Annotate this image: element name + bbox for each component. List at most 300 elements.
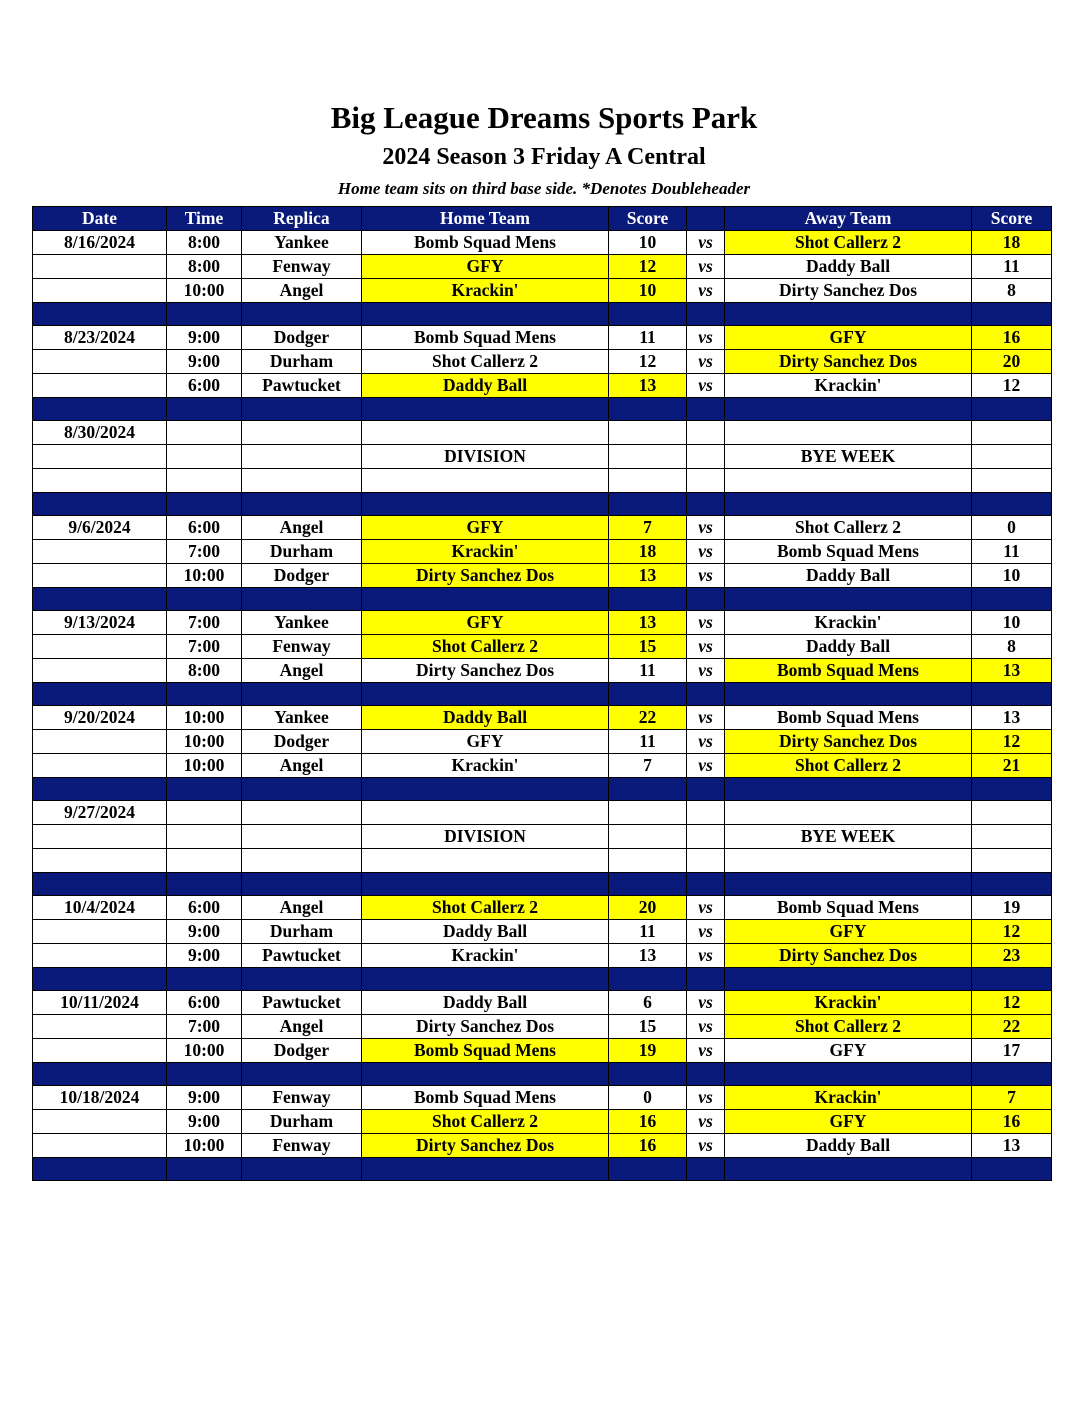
separator-cell xyxy=(242,1158,362,1181)
away-team-cell: Shot Callerz 2 xyxy=(725,516,972,540)
date-cell: 10/11/2024 xyxy=(33,991,167,1015)
time-cell: 8:00 xyxy=(167,231,242,255)
home-team-cell: Krackin' xyxy=(362,944,609,968)
game-row xyxy=(33,754,1052,778)
col-header-vs xyxy=(687,207,725,231)
home-score-cell: 0 xyxy=(609,1086,687,1110)
home-score-cell: 12 xyxy=(609,350,687,374)
game-row xyxy=(33,564,1052,588)
separator-cell xyxy=(242,398,362,421)
home-score-cell xyxy=(609,445,687,469)
away-team-cell: Daddy Ball xyxy=(725,1134,972,1158)
separator-cell xyxy=(609,683,687,706)
date-cell xyxy=(33,564,167,588)
separator-cell xyxy=(362,968,609,991)
separator-cell xyxy=(33,493,167,516)
home-team-cell: DIVISION xyxy=(362,825,609,849)
vs-cell: vs xyxy=(687,255,725,279)
date-cell xyxy=(33,469,167,493)
home-team-cell: GFY xyxy=(362,611,609,635)
away-team-cell: GFY xyxy=(725,920,972,944)
vs-cell: vs xyxy=(687,279,725,303)
date-cell xyxy=(33,1110,167,1134)
game-row xyxy=(33,659,1052,683)
col-header-time: Time xyxy=(167,207,242,231)
home-score-cell: 15 xyxy=(609,635,687,659)
replica-cell: Yankee xyxy=(242,706,362,730)
separator-cell xyxy=(242,968,362,991)
replica-cell: Fenway xyxy=(242,635,362,659)
separator-cell xyxy=(687,1158,725,1181)
home-score-cell xyxy=(609,801,687,825)
away-score-cell: 17 xyxy=(972,1039,1052,1063)
separator-row xyxy=(33,493,1052,516)
away-team-cell: Bomb Squad Mens xyxy=(725,659,972,683)
separator-cell xyxy=(242,588,362,611)
separator-cell xyxy=(33,1158,167,1181)
separator-row xyxy=(33,1158,1052,1181)
home-team-cell: Krackin' xyxy=(362,279,609,303)
page-title: Big League Dreams Sports Park xyxy=(330,100,758,135)
time-cell: 6:00 xyxy=(167,516,242,540)
date-cell: 8/23/2024 xyxy=(33,326,167,350)
away-score-cell: 19 xyxy=(972,896,1052,920)
separator-cell xyxy=(362,683,609,706)
replica-cell: Pawtucket xyxy=(242,991,362,1015)
replica-cell: Yankee xyxy=(242,231,362,255)
home-team-cell: Dirty Sanchez Dos xyxy=(362,1015,609,1039)
separator-cell xyxy=(167,968,242,991)
separator-cell xyxy=(725,1063,972,1086)
separator-cell xyxy=(972,778,1052,801)
date-cell: 10/18/2024 xyxy=(33,1086,167,1110)
game-row xyxy=(33,1086,1052,1110)
away-score-cell: 0 xyxy=(972,516,1052,540)
away-score-cell xyxy=(972,849,1052,873)
separator-cell xyxy=(362,493,609,516)
replica-cell: Dodger xyxy=(242,730,362,754)
separator-cell xyxy=(972,683,1052,706)
away-score-cell: 12 xyxy=(972,991,1052,1015)
separator-cell xyxy=(242,1063,362,1086)
separator-cell xyxy=(362,778,609,801)
away-team-cell: GFY xyxy=(725,326,972,350)
separator-cell xyxy=(33,1063,167,1086)
separator-cell xyxy=(362,1063,609,1086)
separator-row xyxy=(33,873,1052,896)
vs-cell xyxy=(687,849,725,873)
away-team-cell: Krackin' xyxy=(725,1086,972,1110)
game-row xyxy=(33,350,1052,374)
date-cell: 10/4/2024 xyxy=(33,896,167,920)
replica-cell: Angel xyxy=(242,516,362,540)
time-cell: 6:00 xyxy=(167,374,242,398)
away-team-cell: Daddy Ball xyxy=(725,255,972,279)
home-score-cell xyxy=(609,849,687,873)
away-team-cell: BYE WEEK xyxy=(725,825,972,849)
away-team-cell: Daddy Ball xyxy=(725,635,972,659)
home-score-cell: 22 xyxy=(609,706,687,730)
replica-cell: Angel xyxy=(242,659,362,683)
separator-cell xyxy=(609,1158,687,1181)
home-score-cell: 7 xyxy=(609,516,687,540)
away-score-cell: 13 xyxy=(972,706,1052,730)
home-team-cell: Dirty Sanchez Dos xyxy=(362,1134,609,1158)
vs-cell: vs xyxy=(687,231,725,255)
vs-cell: vs xyxy=(687,706,725,730)
game-row xyxy=(33,706,1052,730)
away-score-cell: 21 xyxy=(972,754,1052,778)
away-score-cell xyxy=(972,445,1052,469)
game-row xyxy=(33,540,1052,564)
separator-cell xyxy=(33,873,167,896)
separator-cell xyxy=(167,683,242,706)
away-score-cell: 23 xyxy=(972,944,1052,968)
home-score-cell xyxy=(609,825,687,849)
vs-cell: vs xyxy=(687,1086,725,1110)
separator-row xyxy=(33,778,1052,801)
separator-row xyxy=(33,683,1052,706)
date-cell: 9/27/2024 xyxy=(33,801,167,825)
separator-cell xyxy=(167,493,242,516)
game-row xyxy=(33,991,1052,1015)
separator-cell xyxy=(725,873,972,896)
separator-cell xyxy=(609,968,687,991)
separator-cell xyxy=(167,588,242,611)
away-score-cell: 7 xyxy=(972,1086,1052,1110)
vs-cell: vs xyxy=(687,374,725,398)
home-score-cell: 6 xyxy=(609,991,687,1015)
away-score-cell: 12 xyxy=(972,730,1052,754)
away-score-cell xyxy=(972,421,1052,445)
home-team-cell: Bomb Squad Mens xyxy=(362,231,609,255)
col-header-home-score: Score xyxy=(609,207,687,231)
away-score-cell: 8 xyxy=(972,635,1052,659)
schedule-note: Home team sits on third base side. *Denotes Doubleheader xyxy=(337,179,751,198)
time-cell: 10:00 xyxy=(167,1134,242,1158)
game-row xyxy=(33,896,1052,920)
date-cell xyxy=(33,730,167,754)
date-cell: 8/30/2024 xyxy=(33,421,167,445)
vs-cell: vs xyxy=(687,896,725,920)
vs-cell: vs xyxy=(687,540,725,564)
time-cell xyxy=(167,801,242,825)
away-team-cell xyxy=(725,469,972,493)
replica-cell: Durham xyxy=(242,350,362,374)
separator-cell xyxy=(167,873,242,896)
away-score-cell: 16 xyxy=(972,1110,1052,1134)
game-row xyxy=(33,255,1052,279)
separator-cell xyxy=(609,493,687,516)
time-cell xyxy=(167,849,242,873)
vs-cell: vs xyxy=(687,350,725,374)
home-team-cell xyxy=(362,469,609,493)
vs-cell xyxy=(687,801,725,825)
away-team-cell xyxy=(725,801,972,825)
away-score-cell xyxy=(972,469,1052,493)
date-cell xyxy=(33,635,167,659)
home-score-cell: 19 xyxy=(609,1039,687,1063)
time-cell: 10:00 xyxy=(167,706,242,730)
home-team-cell xyxy=(362,421,609,445)
time-cell: 7:00 xyxy=(167,540,242,564)
away-team-cell: Dirty Sanchez Dos xyxy=(725,944,972,968)
away-score-cell: 11 xyxy=(972,255,1052,279)
separator-cell xyxy=(687,683,725,706)
home-score-cell: 20 xyxy=(609,896,687,920)
vs-cell: vs xyxy=(687,1039,725,1063)
date-cell xyxy=(33,445,167,469)
col-header-date: Date xyxy=(33,207,167,231)
date-cell xyxy=(33,1039,167,1063)
home-team-cell: Shot Callerz 2 xyxy=(362,350,609,374)
separator-cell xyxy=(609,778,687,801)
schedule-table xyxy=(32,206,1052,1181)
away-team-cell: Bomb Squad Mens xyxy=(725,706,972,730)
separator-cell xyxy=(972,873,1052,896)
home-team-cell: Krackin' xyxy=(362,540,609,564)
separator-cell xyxy=(362,873,609,896)
separator-cell xyxy=(362,588,609,611)
separator-row xyxy=(33,398,1052,421)
vs-cell: vs xyxy=(687,659,725,683)
home-team-cell: Dirty Sanchez Dos xyxy=(362,564,609,588)
bye-row xyxy=(33,445,1052,469)
separator-cell xyxy=(972,303,1052,326)
vs-cell: vs xyxy=(687,991,725,1015)
home-score-cell: 10 xyxy=(609,279,687,303)
vs-cell xyxy=(687,445,725,469)
away-team-cell: Daddy Ball xyxy=(725,564,972,588)
home-team-cell: Bomb Squad Mens xyxy=(362,326,609,350)
game-row xyxy=(33,1039,1052,1063)
separator-cell xyxy=(609,588,687,611)
separator-cell xyxy=(972,588,1052,611)
game-row xyxy=(33,231,1052,255)
bye-row xyxy=(33,801,1052,825)
date-cell xyxy=(33,1134,167,1158)
home-team-cell: Shot Callerz 2 xyxy=(362,635,609,659)
game-row xyxy=(33,920,1052,944)
game-row xyxy=(33,1110,1052,1134)
time-cell xyxy=(167,469,242,493)
vs-cell: vs xyxy=(687,516,725,540)
away-score-cell: 10 xyxy=(972,611,1052,635)
home-team-cell: Daddy Ball xyxy=(362,920,609,944)
away-score-cell: 20 xyxy=(972,350,1052,374)
separator-cell xyxy=(725,303,972,326)
time-cell: 6:00 xyxy=(167,991,242,1015)
separator-cell xyxy=(33,588,167,611)
game-row xyxy=(33,635,1052,659)
vs-cell: vs xyxy=(687,920,725,944)
schedule-body xyxy=(33,231,1052,1181)
home-team-cell: GFY xyxy=(362,516,609,540)
separator-cell xyxy=(33,398,167,421)
vs-cell: vs xyxy=(687,944,725,968)
separator-cell xyxy=(33,303,167,326)
home-score-cell: 11 xyxy=(609,920,687,944)
separator-cell xyxy=(972,1063,1052,1086)
separator-row xyxy=(33,303,1052,326)
date-cell xyxy=(33,659,167,683)
away-team-cell: Bomb Squad Mens xyxy=(725,896,972,920)
separator-cell xyxy=(687,1063,725,1086)
away-team-cell: Shot Callerz 2 xyxy=(725,754,972,778)
home-team-cell: Daddy Ball xyxy=(362,374,609,398)
date-cell xyxy=(33,1015,167,1039)
time-cell: 9:00 xyxy=(167,944,242,968)
separator-cell xyxy=(687,778,725,801)
time-cell: 10:00 xyxy=(167,730,242,754)
bye-row xyxy=(33,825,1052,849)
away-score-cell: 11 xyxy=(972,540,1052,564)
separator-cell xyxy=(687,588,725,611)
away-team-cell: Bomb Squad Mens xyxy=(725,540,972,564)
game-row xyxy=(33,326,1052,350)
date-cell xyxy=(33,754,167,778)
replica-cell: Durham xyxy=(242,1110,362,1134)
home-score-cell: 11 xyxy=(609,326,687,350)
separator-cell xyxy=(687,398,725,421)
home-team-cell: DIVISION xyxy=(362,445,609,469)
game-row xyxy=(33,730,1052,754)
separator-cell xyxy=(167,778,242,801)
replica-cell: Fenway xyxy=(242,255,362,279)
away-score-cell xyxy=(972,825,1052,849)
replica-cell xyxy=(242,825,362,849)
date-cell xyxy=(33,849,167,873)
time-cell: 9:00 xyxy=(167,1086,242,1110)
time-cell: 8:00 xyxy=(167,255,242,279)
date-cell xyxy=(33,279,167,303)
replica-cell xyxy=(242,421,362,445)
separator-cell xyxy=(609,398,687,421)
col-header-home-team: Home Team xyxy=(362,207,609,231)
home-score-cell: 11 xyxy=(609,730,687,754)
replica-cell xyxy=(242,469,362,493)
home-score-cell: 13 xyxy=(609,564,687,588)
replica-cell xyxy=(242,445,362,469)
away-score-cell: 12 xyxy=(972,374,1052,398)
separator-cell xyxy=(167,1063,242,1086)
separator-row xyxy=(33,1063,1052,1086)
time-cell: 10:00 xyxy=(167,279,242,303)
date-cell xyxy=(33,374,167,398)
time-cell: 9:00 xyxy=(167,326,242,350)
away-team-cell xyxy=(725,849,972,873)
date-cell: 9/20/2024 xyxy=(33,706,167,730)
time-cell xyxy=(167,421,242,445)
vs-cell xyxy=(687,469,725,493)
replica-cell: Angel xyxy=(242,754,362,778)
away-score-cell: 22 xyxy=(972,1015,1052,1039)
time-cell xyxy=(167,445,242,469)
away-team-cell: Dirty Sanchez Dos xyxy=(725,730,972,754)
separator-cell xyxy=(33,683,167,706)
time-cell: 9:00 xyxy=(167,1110,242,1134)
replica-cell: Durham xyxy=(242,920,362,944)
away-team-cell: Krackin' xyxy=(725,374,972,398)
vs-cell: vs xyxy=(687,730,725,754)
away-score-cell: 18 xyxy=(972,231,1052,255)
separator-cell xyxy=(609,873,687,896)
time-cell: 6:00 xyxy=(167,896,242,920)
separator-cell xyxy=(725,493,972,516)
separator-cell xyxy=(725,588,972,611)
replica-cell: Dodger xyxy=(242,326,362,350)
page-subtitle: 2024 Season 3 Friday A Central xyxy=(382,144,706,170)
away-team-cell xyxy=(725,421,972,445)
home-team-cell: Shot Callerz 2 xyxy=(362,896,609,920)
game-row xyxy=(33,516,1052,540)
vs-cell: vs xyxy=(687,564,725,588)
home-score-cell: 13 xyxy=(609,374,687,398)
separator-cell xyxy=(725,968,972,991)
separator-cell xyxy=(687,968,725,991)
game-row xyxy=(33,279,1052,303)
game-row xyxy=(33,944,1052,968)
table-header-row xyxy=(33,207,1052,231)
separator-cell xyxy=(687,493,725,516)
date-cell xyxy=(33,255,167,279)
col-header-away-team: Away Team xyxy=(725,207,972,231)
separator-cell xyxy=(972,493,1052,516)
separator-cell xyxy=(242,303,362,326)
separator-cell xyxy=(167,398,242,421)
game-row xyxy=(33,1015,1052,1039)
vs-cell xyxy=(687,825,725,849)
away-team-cell: Krackin' xyxy=(725,611,972,635)
replica-cell: Angel xyxy=(242,896,362,920)
away-team-cell: BYE WEEK xyxy=(725,445,972,469)
replica-cell: Yankee xyxy=(242,611,362,635)
home-team-cell: Daddy Ball xyxy=(362,706,609,730)
home-team-cell: Daddy Ball xyxy=(362,991,609,1015)
separator-cell xyxy=(609,1063,687,1086)
away-team-cell: Shot Callerz 2 xyxy=(725,1015,972,1039)
separator-cell xyxy=(725,778,972,801)
vs-cell: vs xyxy=(687,611,725,635)
date-cell xyxy=(33,350,167,374)
game-row xyxy=(33,374,1052,398)
home-score-cell: 11 xyxy=(609,659,687,683)
separator-cell xyxy=(362,398,609,421)
away-score-cell: 13 xyxy=(972,659,1052,683)
replica-cell xyxy=(242,801,362,825)
home-team-cell: Bomb Squad Mens xyxy=(362,1039,609,1063)
replica-cell: Dodger xyxy=(242,1039,362,1063)
separator-cell xyxy=(725,1158,972,1181)
bye-row xyxy=(33,421,1052,445)
home-team-cell: Shot Callerz 2 xyxy=(362,1110,609,1134)
separator-cell xyxy=(33,778,167,801)
date-cell xyxy=(33,825,167,849)
separator-cell xyxy=(362,303,609,326)
separator-cell xyxy=(167,303,242,326)
home-team-cell xyxy=(362,801,609,825)
home-score-cell: 18 xyxy=(609,540,687,564)
separator-cell xyxy=(242,778,362,801)
replica-cell: Fenway xyxy=(242,1134,362,1158)
away-score-cell: 16 xyxy=(972,326,1052,350)
home-score-cell xyxy=(609,469,687,493)
home-score-cell: 16 xyxy=(609,1134,687,1158)
vs-cell: vs xyxy=(687,1110,725,1134)
time-cell: 9:00 xyxy=(167,350,242,374)
bye-row xyxy=(33,849,1052,873)
separator-cell xyxy=(725,398,972,421)
